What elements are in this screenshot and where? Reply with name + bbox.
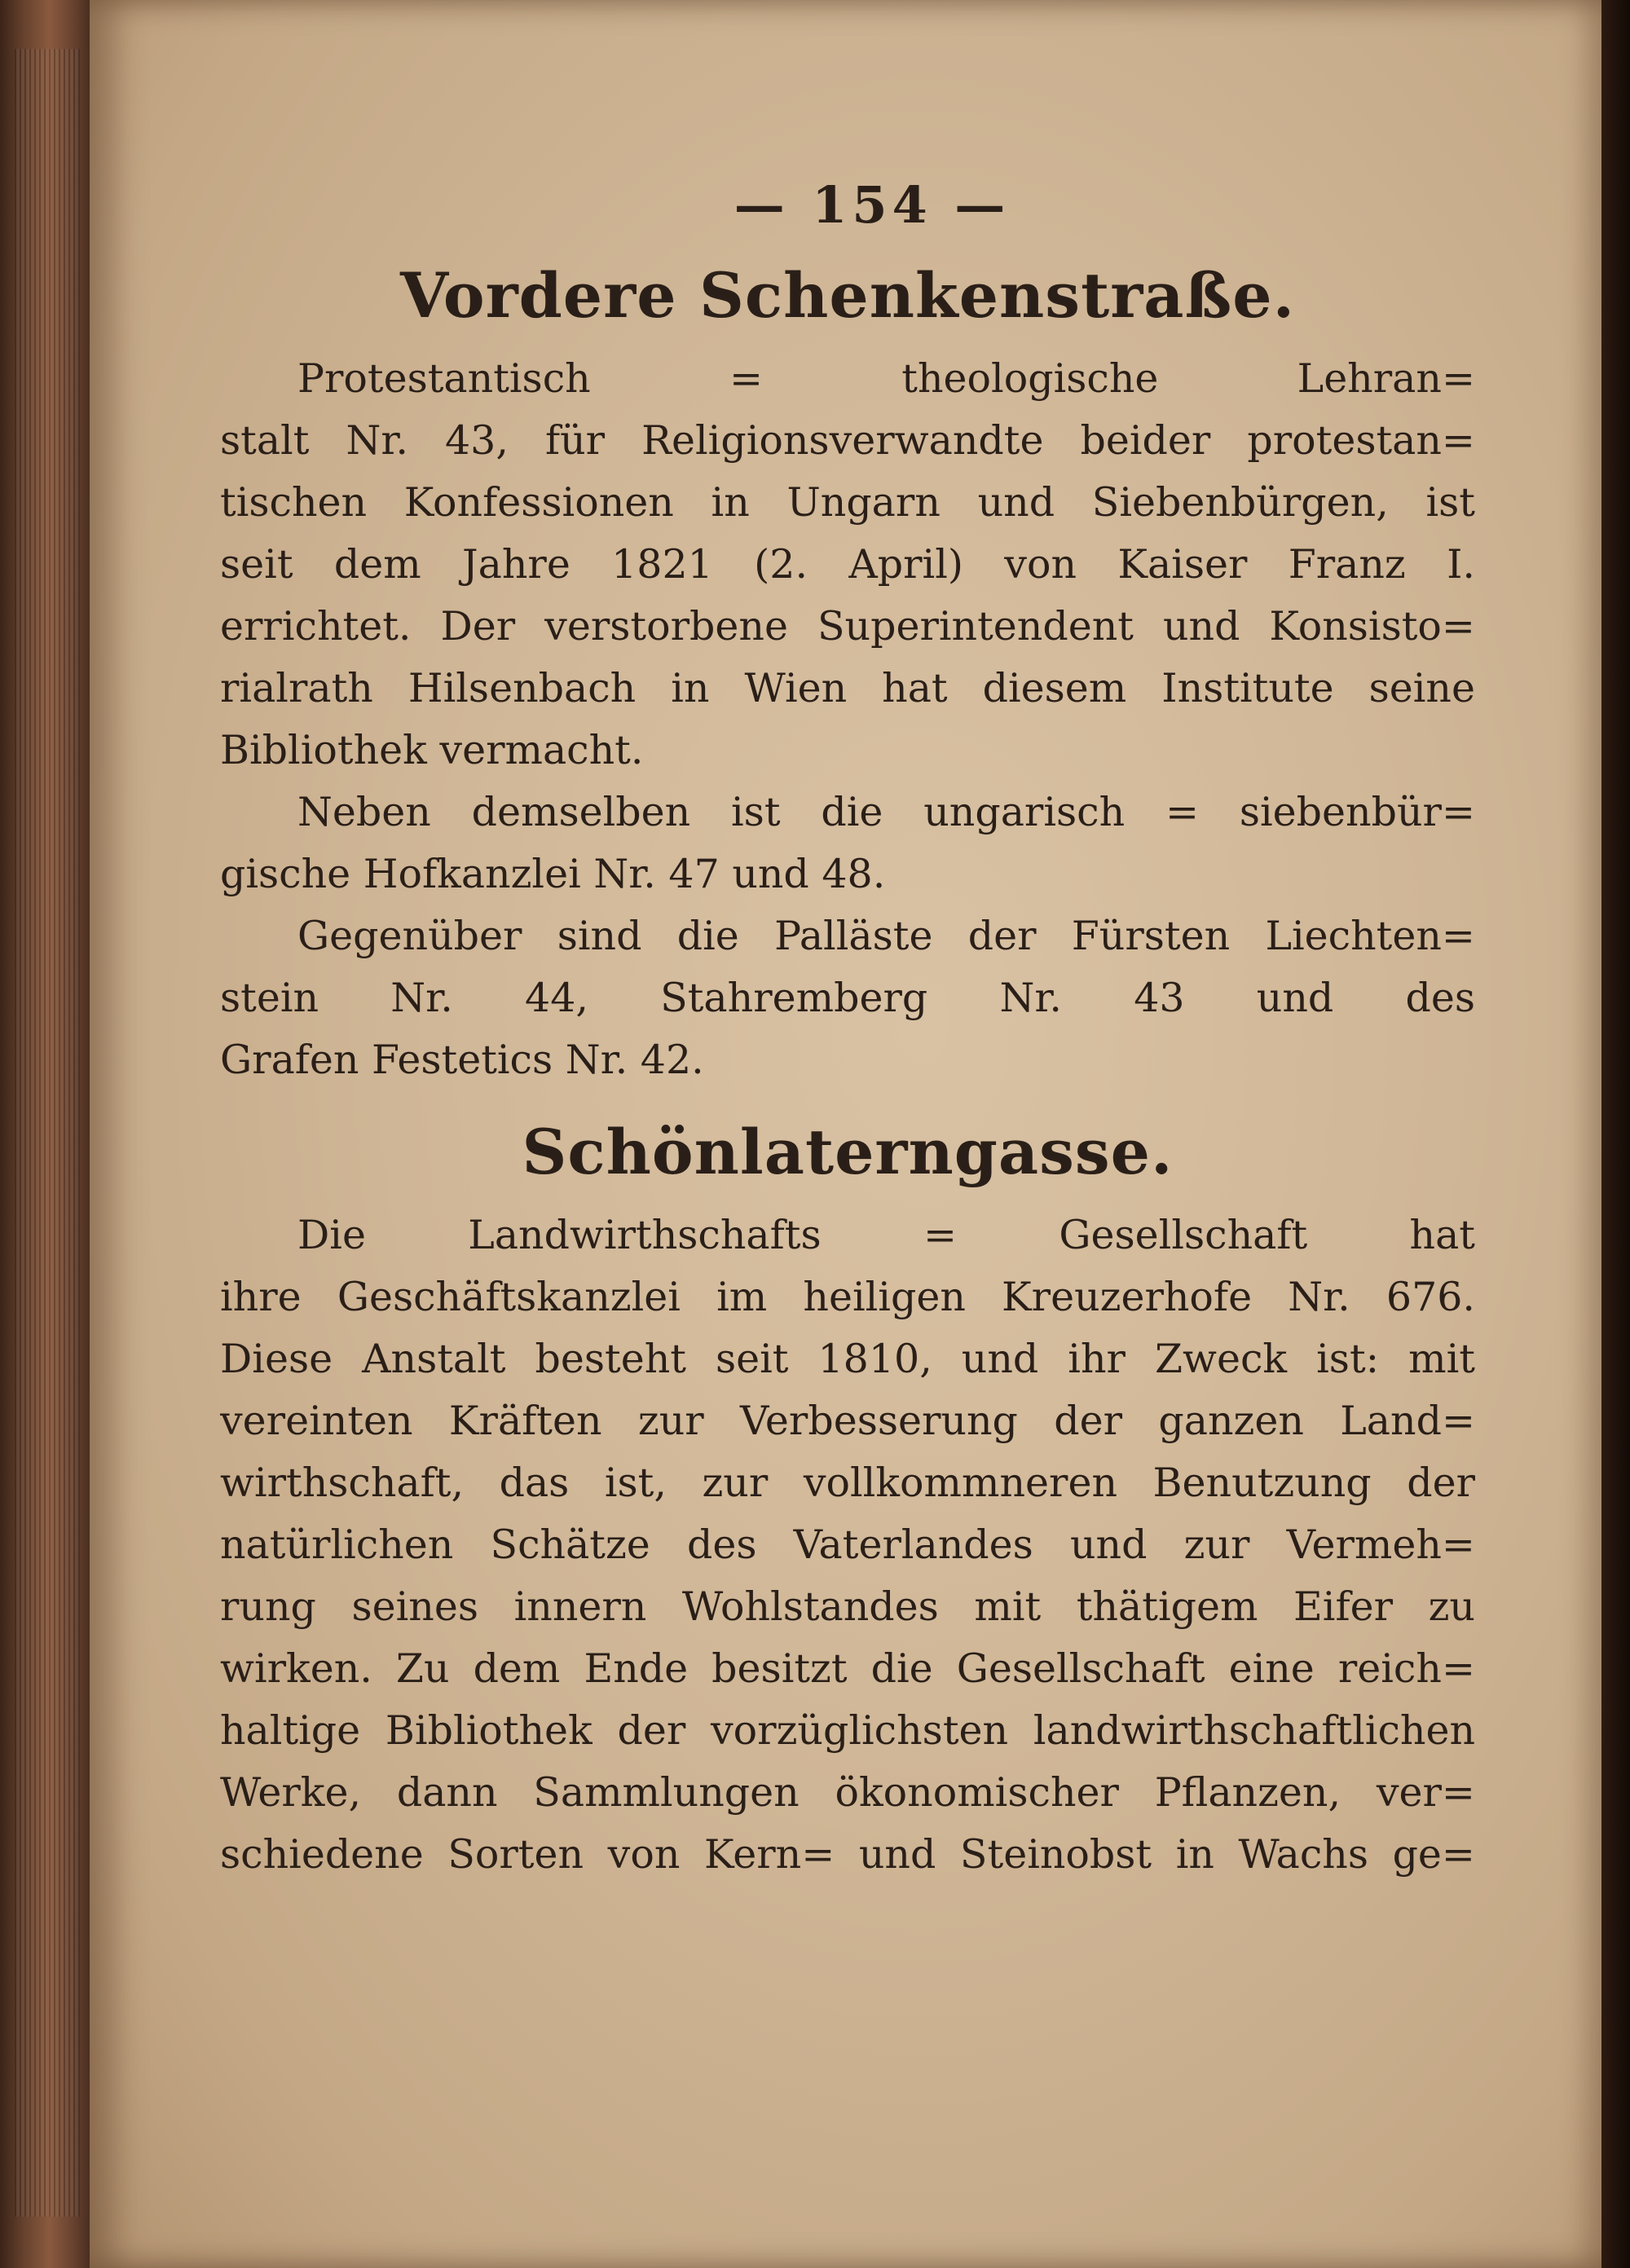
page-number: — 154 — (734, 175, 1011, 235)
text-line: vereinten Kräften zur Verbesserung der ganzen Land= (220, 1398, 1475, 1444)
paragraph-lehranstalt (220, 348, 1475, 782)
text-line: stalt Nr. 43, für Religionsverwandte beider protestan= (220, 417, 1475, 464)
book-page-edge (0, 0, 90, 2268)
text-line: Werke, dann Sammlungen ökonomischer Pflanzen, ver= (220, 1769, 1475, 1816)
section-heading-schoenlaterngasse: Schönlaterngasse. (522, 1116, 1174, 1188)
page-edge-texture (15, 49, 80, 2217)
text-line: Neben demselben ist die ungarisch = siebenbür= (297, 789, 1475, 835)
text-line: Protestantisch = theologische Lehran= (297, 355, 1475, 402)
page-content (220, 175, 1475, 1886)
text-line: seit dem Jahre 1821 (2. April) von Kaiser Franz I. (220, 541, 1475, 588)
text-line: Gegenüber sind die Palläste der Fürsten Liechten= (297, 913, 1475, 959)
text-line: wirthschaft, das ist, zur vollkommneren Benutzung der (220, 1460, 1475, 1506)
paragraph-pallaeste (220, 905, 1475, 1091)
text-line: rung seines innern Wohlstandes mit thätigem Eifer zu (220, 1583, 1475, 1630)
text-line: Diese Anstalt besteht seit 1810, und ihr Zweck ist: mit (220, 1336, 1475, 1382)
text-line: Die Landwirthschafts = Gesellschaft hat (297, 1212, 1475, 1258)
text-line: gische Hofkanzlei Nr. 47 und 48. (220, 851, 886, 897)
paragraph-landwirthschafts-gesellschaft (220, 1204, 1475, 1886)
text-line: ihre Geschäftskanzlei im heiligen Kreuzerhofe Nr. 676. (220, 1274, 1475, 1320)
text-line: Grafen Festetics Nr. 42. (220, 1037, 704, 1083)
paragraph-hofkanzlei (220, 782, 1475, 905)
text-line: schiedene Sorten von Kern= und Steinobst in Wachs ge= (220, 1831, 1475, 1878)
section-heading-vordere-schenkenstrasse: Vordere Schenkenstraße. (399, 259, 1296, 332)
text-line: errichtet. Der verstorbene Superintendent und Konsisto= (220, 603, 1475, 650)
text-line: Bibliothek vermacht. (220, 727, 644, 773)
text-line: stein Nr. 44, Stahremberg Nr. 43 und des (220, 975, 1475, 1021)
text-line: haltige Bibliothek der vorzüglichsten landwirthschaftlichen (220, 1707, 1475, 1754)
text-line: wirken. Zu dem Ende besitzt die Gesellschaft eine reich= (220, 1645, 1475, 1692)
text-line: tischen Konfessionen in Ungarn und Siebenbürgen, ist (220, 479, 1475, 526)
scan-border (1601, 0, 1630, 2268)
text-line: natürlichen Schätze des Vaterlandes und zur Vermeh= (220, 1522, 1475, 1568)
text-line: rialrath Hilsenbach in Wien hat diesem Institute seine (220, 665, 1475, 711)
